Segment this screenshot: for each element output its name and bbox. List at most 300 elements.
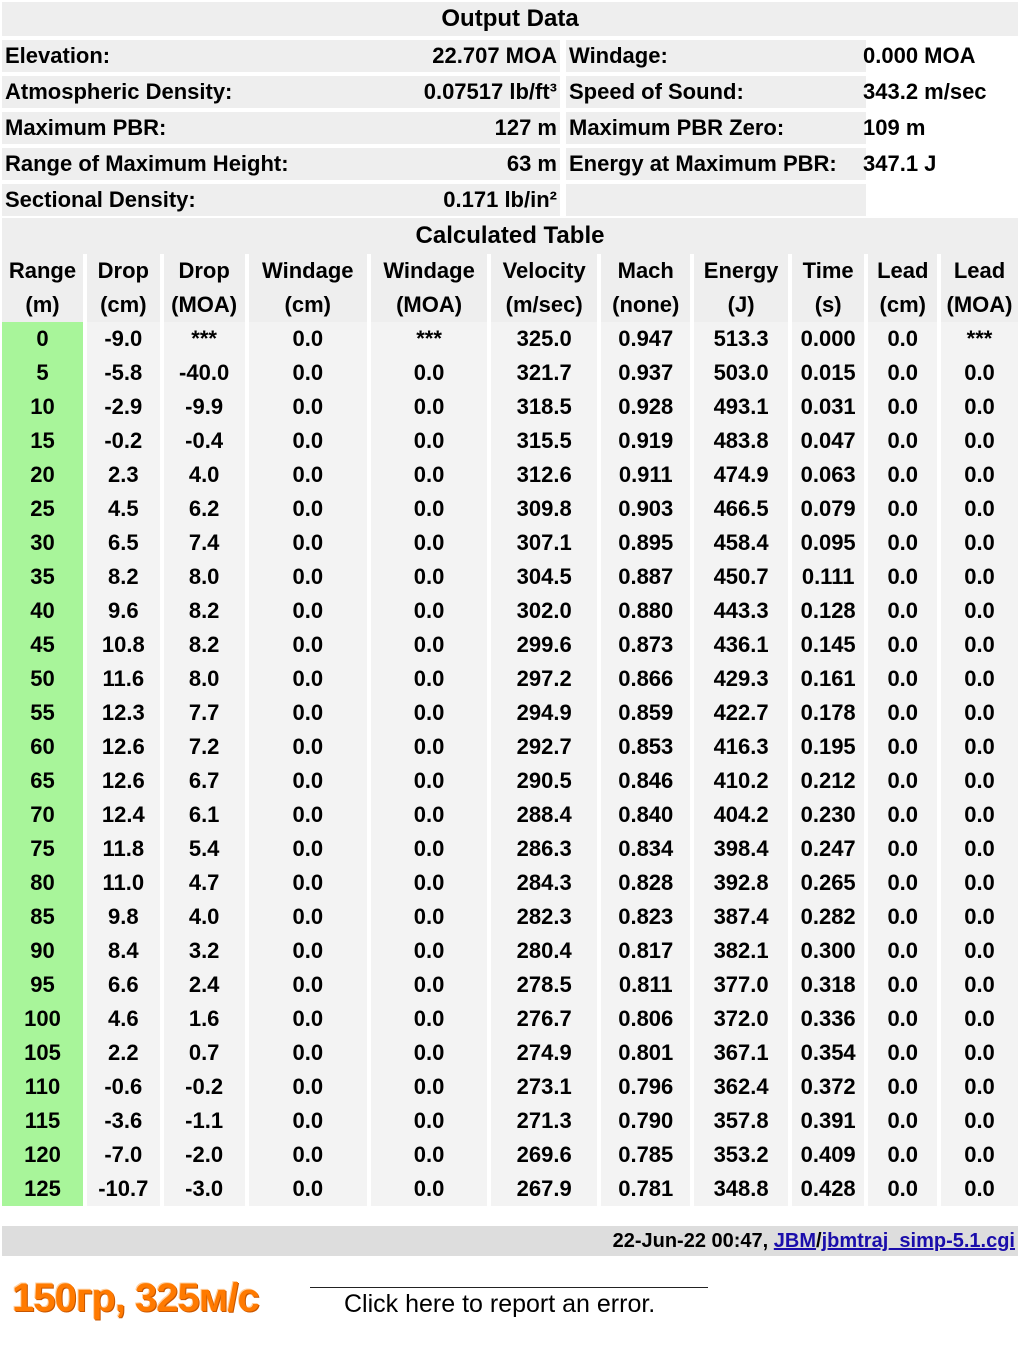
column-header: Range: [2, 254, 83, 288]
column-header: Windage: [249, 254, 367, 288]
table-cell: 0.031: [792, 390, 865, 424]
table-row: [2, 526, 1018, 560]
table-cell: 288.4: [491, 798, 597, 832]
table-cell: 0.0: [371, 526, 487, 560]
table-cell: 7.4: [164, 526, 245, 560]
table-cell: 372.0: [694, 1002, 787, 1036]
table-cell: 0.0: [868, 526, 937, 560]
table-cell: 0.0: [371, 730, 487, 764]
table-cell: 321.7: [491, 356, 597, 390]
footer-slash: /: [816, 1230, 822, 1252]
column-unit: (MOA): [164, 288, 245, 322]
range-cell: 50: [2, 662, 83, 696]
table-row: [2, 356, 1018, 390]
table-cell: 0.0: [249, 1070, 367, 1104]
table-cell: 348.8: [694, 1172, 787, 1206]
table-cell: 0.0: [868, 1002, 937, 1036]
table-cell: 0.0: [249, 1036, 367, 1070]
table-row: [2, 594, 1018, 628]
column-unit: (cm): [87, 288, 160, 322]
table-cell: 0.0: [868, 560, 937, 594]
column-unit: (cm): [249, 288, 367, 322]
output-row: [2, 184, 1018, 216]
range-cell: 125: [2, 1172, 83, 1206]
range-cell: 90: [2, 934, 83, 968]
table-cell: 0.354: [792, 1036, 865, 1070]
table-cell: 11.6: [87, 662, 160, 696]
table-cell: 0.282: [792, 900, 865, 934]
table-cell: -9.0: [87, 322, 160, 356]
table-cell: 0.873: [601, 628, 690, 662]
table-cell: 0.0: [249, 1104, 367, 1138]
range-cell: 95: [2, 968, 83, 1002]
table-cell: 0.128: [792, 594, 865, 628]
table-cell: 0.0: [249, 560, 367, 594]
table-cell: 466.5: [694, 492, 787, 526]
output-label: Windage:: [566, 40, 860, 72]
table-cell: 0.0: [868, 594, 937, 628]
table-cell: 382.1: [694, 934, 787, 968]
table-cell: -0.2: [87, 424, 160, 458]
table-cell: 12.6: [87, 730, 160, 764]
table-cell: 11.8: [87, 832, 160, 866]
table-cell: 0.0: [371, 1104, 487, 1138]
jbm-link[interactable]: JBM: [773, 1230, 817, 1252]
table-cell: 0.0: [941, 730, 1018, 764]
table-cell: 0.0: [249, 1002, 367, 1036]
range-cell: 85: [2, 900, 83, 934]
table-cell: 0.0: [868, 662, 937, 696]
table-cell: 0.0: [868, 696, 937, 730]
table-cell: 0.790: [601, 1104, 690, 1138]
column-header: Lead: [868, 254, 937, 288]
range-cell: 20: [2, 458, 83, 492]
table-row: [2, 390, 1018, 424]
column-header: Time: [792, 254, 865, 288]
table-cell: 6.2: [164, 492, 245, 526]
table-cell: 0.0: [371, 492, 487, 526]
table-cell: 0.0: [371, 968, 487, 1002]
table-cell: 0.0: [941, 662, 1018, 696]
table-cell: 0.0: [371, 832, 487, 866]
table-cell: 0.0: [249, 968, 367, 1002]
table-cell: 299.6: [491, 628, 597, 662]
table-cell: 0.0: [868, 764, 937, 798]
table-cell: 0.0: [941, 424, 1018, 458]
table-cell: 0.0: [941, 798, 1018, 832]
table-cell: 0.0: [371, 1070, 487, 1104]
table-cell: 0.0: [371, 1172, 487, 1206]
column-header: Windage: [371, 254, 487, 288]
table-cell: -7.0: [87, 1138, 160, 1172]
table-cell: 4.6: [87, 1002, 160, 1036]
table-cell: ***: [371, 322, 487, 356]
table-cell: 0.212: [792, 764, 865, 798]
range-cell: 40: [2, 594, 83, 628]
table-cell: 0.336: [792, 1002, 865, 1036]
table-cell: 2.4: [164, 968, 245, 1002]
output-row: [2, 40, 1018, 72]
table-cell: 318.5: [491, 390, 597, 424]
output-label: Maximum PBR:: [2, 112, 394, 144]
column-header-row: [2, 254, 1018, 288]
table-row: [2, 322, 1018, 356]
table-cell: 302.0: [491, 594, 597, 628]
table-cell: 0.391: [792, 1104, 865, 1138]
table-cell: 0.0: [941, 526, 1018, 560]
column-header: Energy: [694, 254, 787, 288]
table-cell: 0.0: [249, 798, 367, 832]
table-cell: 0.0: [941, 866, 1018, 900]
table-cell: -0.6: [87, 1070, 160, 1104]
table-cell: 0.866: [601, 662, 690, 696]
table-cell: 304.5: [491, 560, 597, 594]
table-cell: 1.6: [164, 1002, 245, 1036]
table-row: [2, 662, 1018, 696]
table-cell: 4.7: [164, 866, 245, 900]
range-cell: 25: [2, 492, 83, 526]
table-cell: 0.0: [868, 1036, 937, 1070]
table-cell: 387.4: [694, 900, 787, 934]
table-cell: 458.4: [694, 526, 787, 560]
output-value: 343.2 m/sec: [860, 76, 866, 108]
table-cell: 392.8: [694, 866, 787, 900]
column-unit: (m): [2, 288, 83, 322]
table-cell: 0.846: [601, 764, 690, 798]
table-cell: 278.5: [491, 968, 597, 1002]
output-value: 109 m: [860, 112, 866, 144]
table-cell: 513.3: [694, 322, 787, 356]
table-cell: 404.2: [694, 798, 787, 832]
output-value: 63 m: [394, 148, 560, 180]
range-cell: 10: [2, 390, 83, 424]
output-label: Sectional Density:: [2, 184, 394, 216]
table-cell: 0.0: [371, 662, 487, 696]
output-label: Range of Maximum Height:: [2, 148, 394, 180]
table-row: [2, 968, 1018, 1002]
table-cell: 493.1: [694, 390, 787, 424]
table-cell: 0.781: [601, 1172, 690, 1206]
table-cell: 8.0: [164, 560, 245, 594]
table-cell: 0.0: [249, 1172, 367, 1206]
table-cell: 0.318: [792, 968, 865, 1002]
table-cell: 483.8: [694, 424, 787, 458]
table-cell: 0.0: [249, 458, 367, 492]
table-row: [2, 1172, 1018, 1206]
output-row: [2, 112, 1018, 144]
table-cell: 377.0: [694, 968, 787, 1002]
table-cell: 0.0: [249, 526, 367, 560]
table-cell: 4.0: [164, 900, 245, 934]
table-cell: 0.0: [868, 1138, 937, 1172]
table-cell: 0.895: [601, 526, 690, 560]
table-cell: 0.911: [601, 458, 690, 492]
output-label: [566, 184, 860, 216]
table-row: [2, 730, 1018, 764]
output-value: 0.07517 lb/ft³: [394, 76, 560, 108]
column-header: Drop: [164, 254, 245, 288]
table-row: [2, 424, 1018, 458]
table-cell: 315.5: [491, 424, 597, 458]
table-cell: 6.1: [164, 798, 245, 832]
table-cell: 0.0: [868, 968, 937, 1002]
table-cell: -40.0: [164, 356, 245, 390]
table-cell: 0.0: [941, 934, 1018, 968]
table-cell: 9.6: [87, 594, 160, 628]
column-unit-row: [2, 288, 1018, 322]
table-cell: 0.840: [601, 798, 690, 832]
range-cell: 110: [2, 1070, 83, 1104]
range-cell: 65: [2, 764, 83, 798]
table-cell: 450.7: [694, 560, 787, 594]
cgi-script-link[interactable]: jbmtraj_simp-5.1.cgi: [821, 1230, 1015, 1252]
table-cell: 0.0: [868, 356, 937, 390]
table-cell: 9.8: [87, 900, 160, 934]
table-cell: 6.6: [87, 968, 160, 1002]
table-cell: 474.9: [694, 458, 787, 492]
table-cell: ***: [164, 322, 245, 356]
column-unit: (J): [694, 288, 787, 322]
table-row: [2, 900, 1018, 934]
range-cell: 60: [2, 730, 83, 764]
table-cell: 0.859: [601, 696, 690, 730]
output-value: 347.1 J: [860, 148, 866, 180]
table-cell: -1.1: [164, 1104, 245, 1138]
table-cell: 0.0: [941, 356, 1018, 390]
table-cell: 0.0: [249, 832, 367, 866]
overlay-caption: 150гр, 325м/с: [12, 1276, 259, 1320]
table-cell: 0.887: [601, 560, 690, 594]
table-cell: 8.0: [164, 662, 245, 696]
table-cell: 274.9: [491, 1036, 597, 1070]
range-cell: 105: [2, 1036, 83, 1070]
table-cell: -0.2: [164, 1070, 245, 1104]
table-cell: 282.3: [491, 900, 597, 934]
column-header: Velocity: [491, 254, 597, 288]
table-cell: 312.6: [491, 458, 597, 492]
table-cell: 0.0: [371, 798, 487, 832]
table-cell: 0.111: [792, 560, 865, 594]
table-cell: 0.161: [792, 662, 865, 696]
table-cell: 0.853: [601, 730, 690, 764]
table-cell: 0.801: [601, 1036, 690, 1070]
output-label: Speed of Sound:: [566, 76, 860, 108]
table-cell: 0.428: [792, 1172, 865, 1206]
table-cell: 0.0: [868, 458, 937, 492]
table-cell: 422.7: [694, 696, 787, 730]
output-value: 0.171 lb/in²: [394, 184, 560, 216]
table-cell: 0.0: [941, 1138, 1018, 1172]
table-row: [2, 458, 1018, 492]
table-cell: 0.0: [868, 934, 937, 968]
table-cell: 0.0: [941, 1104, 1018, 1138]
table-cell: 0.095: [792, 526, 865, 560]
table-cell: 0.0: [941, 832, 1018, 866]
range-cell: 55: [2, 696, 83, 730]
table-cell: 12.4: [87, 798, 160, 832]
table-cell: 325.0: [491, 322, 597, 356]
table-cell: 0.880: [601, 594, 690, 628]
table-cell: 0.811: [601, 968, 690, 1002]
table-row: [2, 1036, 1018, 1070]
table-cell: 0.300: [792, 934, 865, 968]
table-cell: 8.2: [87, 560, 160, 594]
table-cell: 443.3: [694, 594, 787, 628]
table-cell: 0.0: [249, 322, 367, 356]
table-cell: 0.0: [249, 866, 367, 900]
table-cell: 0.015: [792, 356, 865, 390]
table-cell: 0.0: [249, 356, 367, 390]
table-cell: 0.372: [792, 1070, 865, 1104]
table-cell: -3.6: [87, 1104, 160, 1138]
range-cell: 70: [2, 798, 83, 832]
table-cell: 0.947: [601, 322, 690, 356]
calculated-table-title: Calculated Table: [2, 218, 1018, 254]
report-error-link[interactable]: Click here to report an error.: [344, 1290, 656, 1318]
table-cell: 0.0: [941, 764, 1018, 798]
table-cell: 0.834: [601, 832, 690, 866]
table-cell: 0.0: [868, 798, 937, 832]
range-cell: 30: [2, 526, 83, 560]
table-cell: 4.0: [164, 458, 245, 492]
table-cell: 3.2: [164, 934, 245, 968]
table-cell: 367.1: [694, 1036, 787, 1070]
table-cell: -2.9: [87, 390, 160, 424]
table-cell: 0.0: [249, 764, 367, 798]
table-cell: ***: [941, 322, 1018, 356]
table-cell: 0.0: [868, 424, 937, 458]
table-cell: 0.0: [371, 390, 487, 424]
table-cell: 7.7: [164, 696, 245, 730]
output-value: 22.707 MOA: [394, 40, 560, 72]
table-cell: -2.0: [164, 1138, 245, 1172]
output-data-title: Output Data: [2, 2, 1018, 36]
output-value: 127 m: [394, 112, 560, 144]
table-cell: 0.0: [249, 628, 367, 662]
table-cell: 0.063: [792, 458, 865, 492]
table-cell: 11.0: [87, 866, 160, 900]
table-cell: 0.0: [249, 934, 367, 968]
footer-bar: [2, 1226, 1018, 1256]
range-cell: 35: [2, 560, 83, 594]
footer-timestamp: 22-Jun-22 00:47,: [612, 1230, 774, 1252]
range-cell: 0: [2, 322, 83, 356]
table-cell: 0.230: [792, 798, 865, 832]
table-cell: 0.0: [868, 322, 937, 356]
table-cell: 0.0: [941, 458, 1018, 492]
column-header: Lead: [941, 254, 1018, 288]
table-cell: 0.0: [371, 594, 487, 628]
table-cell: 286.3: [491, 832, 597, 866]
table-row: [2, 832, 1018, 866]
table-cell: 309.8: [491, 492, 597, 526]
table-cell: 292.7: [491, 730, 597, 764]
table-cell: 362.4: [694, 1070, 787, 1104]
table-cell: 0.0: [249, 1138, 367, 1172]
table-cell: 8.2: [164, 628, 245, 662]
table-cell: 12.3: [87, 696, 160, 730]
table-cell: 436.1: [694, 628, 787, 662]
table-cell: 290.5: [491, 764, 597, 798]
table-cell: 0.0: [941, 1036, 1018, 1070]
output-label: Elevation:: [2, 40, 394, 72]
table-cell: 10.8: [87, 628, 160, 662]
table-cell: -5.8: [87, 356, 160, 390]
table-cell: 0.0: [868, 492, 937, 526]
table-row: [2, 1138, 1018, 1172]
table-row: [2, 798, 1018, 832]
table-cell: 0.0: [868, 866, 937, 900]
table-cell: 503.0: [694, 356, 787, 390]
table-cell: 0.0: [249, 492, 367, 526]
table-cell: 0.7: [164, 1036, 245, 1070]
table-cell: 0.0: [941, 594, 1018, 628]
table-cell: 0.0: [249, 696, 367, 730]
output-label: Maximum PBR Zero:: [566, 112, 860, 144]
table-cell: 0.903: [601, 492, 690, 526]
table-cell: 0.0: [371, 628, 487, 662]
output-value: [860, 184, 866, 216]
table-cell: 0.0: [371, 1036, 487, 1070]
column-unit: (none): [601, 288, 690, 322]
table-cell: 0.079: [792, 492, 865, 526]
table-cell: 0.047: [792, 424, 865, 458]
table-cell: 0.178: [792, 696, 865, 730]
table-cell: 0.0: [868, 1172, 937, 1206]
table-cell: -9.9: [164, 390, 245, 424]
table-cell: 0.0: [371, 934, 487, 968]
output-value: 0.000 MOA: [860, 40, 866, 72]
table-cell: 0.785: [601, 1138, 690, 1172]
column-unit: (s): [792, 288, 865, 322]
table-cell: -10.7: [87, 1172, 160, 1206]
table-cell: 0.0: [941, 628, 1018, 662]
range-cell: 80: [2, 866, 83, 900]
table-cell: 0.823: [601, 900, 690, 934]
table-cell: 8.4: [87, 934, 160, 968]
table-cell: 0.0: [249, 662, 367, 696]
table-cell: 0.0: [371, 560, 487, 594]
table-cell: 280.4: [491, 934, 597, 968]
table-row: [2, 866, 1018, 900]
range-cell: 100: [2, 1002, 83, 1036]
table-cell: 0.806: [601, 1002, 690, 1036]
table-cell: 0.919: [601, 424, 690, 458]
table-cell: 0.0: [941, 1070, 1018, 1104]
table-cell: 0.0: [868, 1104, 937, 1138]
table-row: [2, 764, 1018, 798]
column-unit: (MOA): [941, 288, 1018, 322]
table-cell: 410.2: [694, 764, 787, 798]
table-cell: -0.4: [164, 424, 245, 458]
table-cell: 0.0: [941, 1002, 1018, 1036]
output-label: Atmospheric Density:: [2, 76, 394, 108]
table-cell: 0.0: [371, 866, 487, 900]
table-cell: 416.3: [694, 730, 787, 764]
table-cell: 0.0: [371, 424, 487, 458]
table-cell: 429.3: [694, 662, 787, 696]
table-cell: 0.0: [868, 1070, 937, 1104]
table-cell: 0.265: [792, 866, 865, 900]
table-cell: 4.5: [87, 492, 160, 526]
table-cell: 0.0: [249, 730, 367, 764]
output-data-table: [2, 0, 1018, 220]
table-cell: 297.2: [491, 662, 597, 696]
range-cell: 120: [2, 1138, 83, 1172]
table-cell: 0.828: [601, 866, 690, 900]
output-label: Energy at Maximum PBR:: [566, 148, 860, 180]
range-cell: 75: [2, 832, 83, 866]
